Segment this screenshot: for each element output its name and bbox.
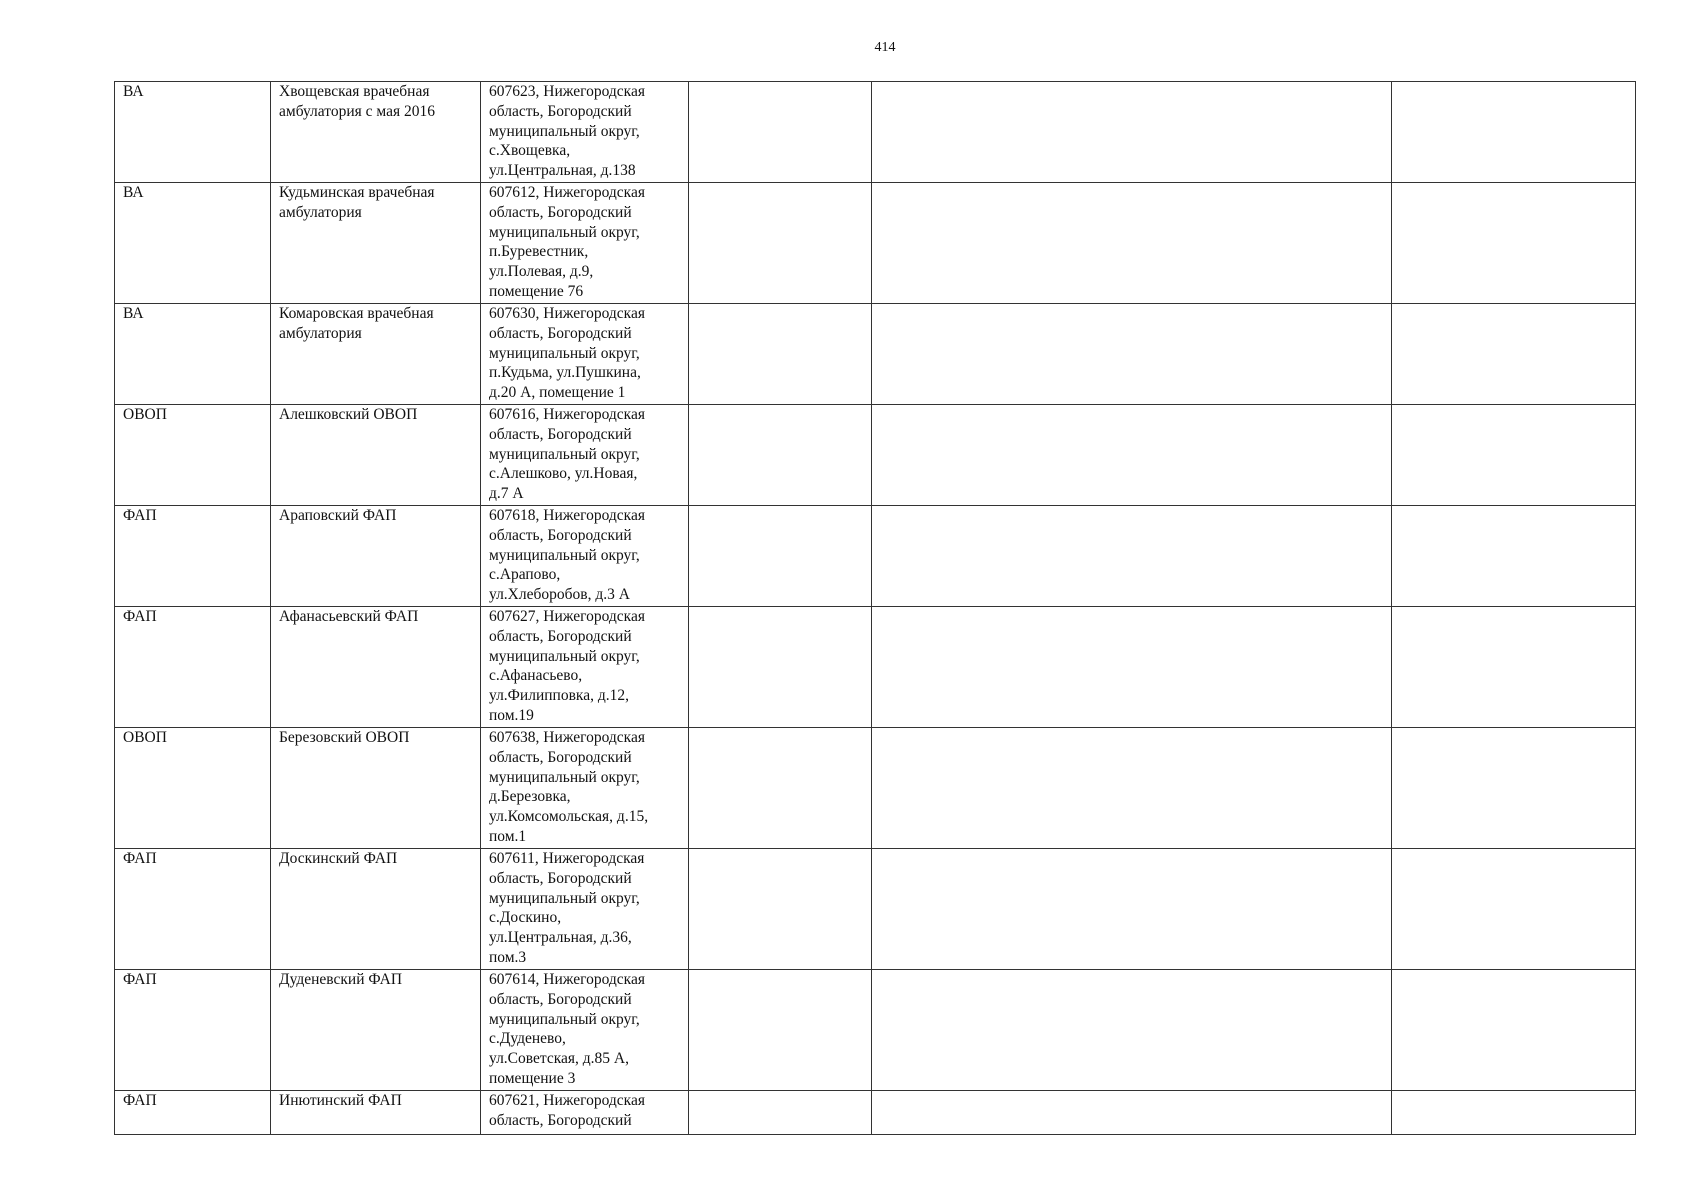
address-line: с.Хвощевка, bbox=[489, 142, 571, 160]
facility-address-cell bbox=[481, 1091, 689, 1135]
table-row bbox=[115, 304, 1636, 405]
table-row bbox=[115, 970, 1636, 1091]
address-line: ул.Советская, д.85 А, bbox=[489, 1050, 629, 1068]
empty-cell bbox=[1392, 1091, 1636, 1135]
facility-type-cell: ВА bbox=[115, 82, 271, 183]
table-row bbox=[115, 82, 1636, 183]
address-line: ул.Филипповка, д.12, bbox=[489, 687, 629, 705]
facility-address-cell bbox=[481, 506, 689, 607]
facility-name-cell: Березовский ОВОП bbox=[271, 728, 481, 849]
facility-type-cell: ВА bbox=[115, 183, 271, 304]
empty-cell bbox=[689, 1091, 872, 1135]
address-line: область, Богородский bbox=[489, 990, 632, 1008]
address-line: муниципальный округ, bbox=[489, 546, 640, 564]
address-line: муниципальный округ, bbox=[489, 122, 640, 140]
facility-address-cell bbox=[481, 304, 689, 405]
address-line: 607621, Нижегородская bbox=[489, 1092, 645, 1109]
empty-cell bbox=[1392, 405, 1636, 506]
facility-address-cell bbox=[481, 607, 689, 728]
facility-name-cell: Дуденевский ФАП bbox=[271, 970, 481, 1091]
facility-address-cell bbox=[481, 405, 689, 506]
address-line: ул.Полевая, д.9, bbox=[489, 263, 594, 281]
facility-type-cell: ФАП bbox=[115, 1091, 271, 1135]
empty-cell bbox=[1392, 304, 1636, 405]
address-line: муниципальный округ, bbox=[489, 768, 640, 786]
address-line: ул.Хлеборобов, д.3 А bbox=[489, 586, 630, 604]
empty-cell bbox=[872, 849, 1392, 970]
address-line: д.Березовка, bbox=[489, 788, 571, 806]
empty-cell bbox=[689, 183, 872, 304]
facility-address-cell bbox=[481, 82, 689, 183]
empty-cell bbox=[689, 304, 872, 405]
facility-name-cell: Инютинский ФАП bbox=[271, 1091, 481, 1135]
empty-cell bbox=[872, 82, 1392, 183]
empty-cell bbox=[689, 82, 872, 183]
address-line: ул.Комсомольская, д.15, bbox=[489, 808, 649, 826]
address-line: муниципальный округ, bbox=[489, 445, 640, 463]
facility-type-cell: ОВОП bbox=[115, 728, 271, 849]
address-line: пом.19 bbox=[489, 706, 534, 724]
address-line: муниципальный округ, bbox=[489, 223, 640, 241]
empty-cell bbox=[689, 405, 872, 506]
address-line: п.Кудьма, ул.Пушкина, bbox=[489, 364, 641, 382]
facility-name-cell: Араповский ФАП bbox=[271, 506, 481, 607]
empty-cell bbox=[872, 1091, 1392, 1135]
table-row bbox=[115, 405, 1636, 506]
address-line: область, Богородский bbox=[489, 203, 632, 221]
empty-cell bbox=[1392, 728, 1636, 849]
facility-name-cell: Кудьминская врачебная амбулатория bbox=[271, 183, 481, 304]
facility-address-cell bbox=[481, 728, 689, 849]
facility-type-cell: ФАП bbox=[115, 607, 271, 728]
empty-cell bbox=[872, 607, 1392, 728]
empty-cell bbox=[689, 970, 872, 1091]
empty-cell bbox=[872, 183, 1392, 304]
empty-cell bbox=[1392, 970, 1636, 1091]
facility-name-cell: Алешковский ОВОП bbox=[271, 405, 481, 506]
empty-cell bbox=[689, 849, 872, 970]
address-line: 607638, Нижегородская bbox=[489, 729, 645, 746]
address-line: область, Богородский bbox=[489, 1111, 632, 1129]
address-line: ул.Центральная, д.138 bbox=[489, 162, 636, 180]
address-line: с.Арапово, bbox=[489, 566, 561, 584]
facility-name-cell: Доскинский ФАП bbox=[271, 849, 481, 970]
empty-cell bbox=[872, 970, 1392, 1091]
address-line: область, Богородский bbox=[489, 627, 632, 645]
table-row bbox=[115, 607, 1636, 728]
page-number: 414 bbox=[874, 40, 896, 55]
facilities-table bbox=[114, 81, 1636, 1135]
address-line: пом.3 bbox=[489, 948, 527, 966]
address-line: пом.1 bbox=[489, 827, 527, 845]
address-line: 607612, Нижегородская bbox=[489, 184, 645, 201]
address-line: ул.Центральная, д.36, bbox=[489, 929, 632, 947]
empty-cell bbox=[1392, 607, 1636, 728]
address-line: область, Богородский bbox=[489, 526, 632, 544]
empty-cell bbox=[689, 607, 872, 728]
facility-address-cell bbox=[481, 970, 689, 1091]
address-line: область, Богородский bbox=[489, 869, 632, 887]
address-line: область, Богородский bbox=[489, 748, 632, 766]
empty-cell bbox=[872, 506, 1392, 607]
facility-type-cell: ВА bbox=[115, 304, 271, 405]
facility-type-cell: ФАП bbox=[115, 506, 271, 607]
empty-cell bbox=[872, 728, 1392, 849]
address-line: 607611, Нижегородская bbox=[489, 850, 645, 867]
address-line: 607630, Нижегородская bbox=[489, 305, 645, 322]
address-line: муниципальный округ, bbox=[489, 889, 640, 907]
table-row bbox=[115, 728, 1636, 849]
table-row bbox=[115, 506, 1636, 607]
empty-cell bbox=[1392, 82, 1636, 183]
table-row bbox=[115, 183, 1636, 304]
facility-type-cell: ОВОП bbox=[115, 405, 271, 506]
facility-address-cell bbox=[481, 849, 689, 970]
facility-address-cell bbox=[481, 183, 689, 304]
facility-name-cell: Хвощевская врачебная амбулатория с мая 2016 bbox=[271, 82, 481, 183]
empty-cell bbox=[1392, 849, 1636, 970]
address-line: с.Доскино, bbox=[489, 909, 562, 927]
address-line: д.7 А bbox=[489, 485, 524, 503]
facility-name-cell: Комаровская врачебная амбулатория bbox=[271, 304, 481, 405]
table-row bbox=[115, 849, 1636, 970]
address-line: муниципальный округ, bbox=[489, 647, 640, 665]
facility-type-cell: ФАП bbox=[115, 970, 271, 1091]
address-line: 607627, Нижегородская bbox=[489, 608, 645, 625]
address-line: п.Буревестник, bbox=[489, 243, 589, 261]
address-line: помещение 76 bbox=[489, 282, 584, 300]
empty-cell bbox=[1392, 506, 1636, 607]
empty-cell bbox=[689, 506, 872, 607]
empty-cell bbox=[872, 405, 1392, 506]
address-line: область, Богородский bbox=[489, 425, 632, 443]
address-line: муниципальный округ, bbox=[489, 344, 640, 362]
table-row bbox=[115, 1091, 1636, 1135]
empty-cell bbox=[872, 304, 1392, 405]
address-line: 607623, Нижегородская bbox=[489, 83, 645, 100]
address-line: 607618, Нижегородская bbox=[489, 507, 645, 524]
address-line: с.Дуденево, bbox=[489, 1030, 566, 1048]
address-line: с.Афанасьево, bbox=[489, 667, 583, 685]
address-line: муниципальный округ, bbox=[489, 1010, 640, 1028]
address-line: 607614, Нижегородская bbox=[489, 971, 645, 988]
address-line: помещение 3 bbox=[489, 1069, 576, 1087]
address-line: область, Богородский bbox=[489, 102, 632, 120]
facility-name-cell: Афанасьевский ФАП bbox=[271, 607, 481, 728]
empty-cell bbox=[1392, 183, 1636, 304]
facility-type-cell: ФАП bbox=[115, 849, 271, 970]
empty-cell bbox=[689, 728, 872, 849]
address-line: с.Алешково, ул.Новая, bbox=[489, 465, 638, 483]
address-line: область, Богородский bbox=[489, 324, 632, 342]
address-line: д.20 А, помещение 1 bbox=[489, 384, 626, 402]
address-line: 607616, Нижегородская bbox=[489, 406, 645, 423]
